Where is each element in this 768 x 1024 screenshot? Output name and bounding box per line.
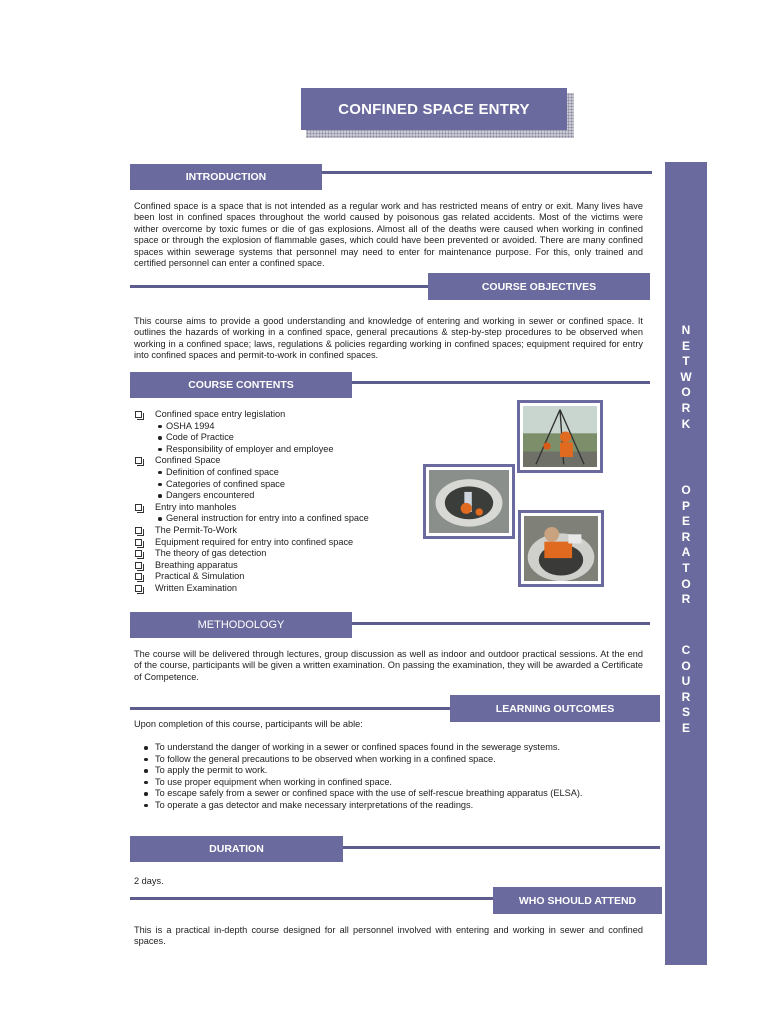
- contents-item: [134, 560, 404, 572]
- photo-tripod-rescue: [517, 400, 603, 473]
- contents-heading: COURSE CONTENTS: [130, 372, 352, 398]
- sidebar-letter: O: [681, 385, 691, 400]
- checkbox-bullet-icon: [135, 411, 142, 418]
- contents-subitem: [134, 432, 404, 444]
- outcome-item: [140, 788, 600, 800]
- contents-item-label: Practical & Simulation: [155, 571, 245, 582]
- checkbox-bullet-icon: [135, 539, 142, 546]
- contents-item-label: The theory of gas detection: [155, 548, 267, 559]
- bullet-dot-icon: [158, 436, 162, 440]
- bullet-dot-icon: [144, 804, 148, 808]
- contents-item: [134, 583, 404, 595]
- objectives-heading: COURSE OBJECTIVES: [428, 273, 650, 300]
- objectives-rule: [130, 285, 430, 288]
- outcome-item: [140, 742, 600, 754]
- bullet-dot-icon: [144, 781, 148, 785]
- contents-item-label: Breathing apparatus: [155, 559, 238, 570]
- outcome-item-label: To follow the general precautions to be observed when working in a confined space.: [155, 753, 496, 764]
- sidebar-letter: C: [681, 643, 691, 657]
- contents-subitem: [134, 421, 404, 433]
- contents-item-label: Entry into manholes: [155, 501, 237, 512]
- duration-text: 2 days.: [134, 876, 164, 886]
- sidebar-letter: A: [681, 545, 691, 560]
- bullet-dot-icon: [158, 425, 162, 429]
- bullet-dot-icon: [158, 483, 162, 487]
- outcome-item: [140, 754, 600, 766]
- sidebar-letter: O: [681, 576, 691, 591]
- outcomes-list: [140, 742, 600, 812]
- checkbox-bullet-icon: [135, 585, 142, 592]
- contents-subitem-label: Dangers encountered: [166, 490, 255, 501]
- contents-rule: [350, 381, 650, 384]
- checkbox-bullet-icon: [135, 504, 142, 511]
- bullet-dot-icon: [144, 746, 148, 750]
- contents-item-label: The Permit-To-Work: [155, 524, 238, 535]
- sidebar-letter: T: [682, 561, 690, 575]
- contents-item-label: Confined space entry legislation: [155, 409, 286, 419]
- contents-list: [134, 409, 404, 595]
- contents-item: [134, 548, 404, 560]
- attend-text: This is a practical in-depth course designed for all personnel involved with entering and working in sewer and confined spaces.: [134, 925, 643, 947]
- contents-subitem-label: OSHA 1994: [166, 420, 215, 431]
- contents-item: [134, 571, 404, 583]
- contents-subitem: [134, 490, 404, 502]
- bullet-dot-icon: [158, 448, 162, 452]
- contents-subitem-label: Code of Practice: [166, 432, 234, 443]
- outcome-item-label: To use proper equipment when working in confined space.: [155, 776, 392, 787]
- bullet-dot-icon: [144, 758, 148, 762]
- attend-heading: WHO SHOULD ATTEND: [493, 887, 662, 914]
- outcomes-heading: LEARNING OUTCOMES: [450, 695, 660, 722]
- contents-item-label: Confined Space: [155, 455, 221, 466]
- outcome-item: [140, 765, 600, 777]
- bullet-dot-icon: [158, 494, 162, 498]
- sidebar-letter: E: [681, 338, 690, 353]
- contents-item: [134, 409, 404, 421]
- contents-subitem-label: Definition of confined space: [166, 466, 279, 477]
- checkbox-bullet-icon: [135, 457, 142, 464]
- contents-item: [134, 525, 404, 537]
- sidebar-letter: T: [682, 354, 690, 369]
- checkbox-bullet-icon: [135, 562, 142, 569]
- sidebar-letter: R: [681, 689, 691, 704]
- attend-rule: [130, 897, 494, 900]
- outcome-item-label: To understand the danger of working in a sewer or confined spaces found in the sewerage systems.: [155, 742, 560, 752]
- sidebar-letter: U: [681, 674, 691, 689]
- sidebar-letter: R: [681, 529, 691, 544]
- methodology-text: The course will be delivered through lectures, group discussion as well as indoor and outdoor practical sessions. At the end of the course, participants will be given a written examination. On passing the examination, they will be awarded a Certificate of Competence.: [134, 649, 643, 682]
- sidebar-letter: E: [681, 514, 690, 529]
- bullet-dot-icon: [144, 792, 148, 796]
- contents-subitem-label: Responsibility of employer and employee: [166, 443, 334, 454]
- checkbox-bullet-icon: [135, 550, 142, 557]
- page-title: CONFINED SPACE ENTRY: [301, 88, 567, 130]
- photo-breathing-apparatus: [518, 510, 604, 587]
- sidebar-letter: O: [681, 483, 691, 497]
- contents-subitem: [134, 467, 404, 479]
- contents-item: [134, 502, 404, 514]
- contents-subitem: [134, 513, 404, 525]
- sidebar-letter: R: [681, 592, 691, 607]
- outcome-item-label: To escape safely from a sewer or confined space with the use of self-rescue breathing apparatus (ELSA).: [155, 788, 583, 799]
- objectives-text: This course aims to provide a good understanding and knowledge of entering and working in sewer or confined space. It outlines the hazards of working in a confined space, general precautions & step-by-step procedures to be observed when working in a confined space; laws, regulations & policies regarding working in confined spaces; equipment required for entry into confined spaces and permit-to-work in confined spaces.: [134, 316, 643, 361]
- outcome-item: [140, 777, 600, 789]
- duration-heading: DURATION: [130, 836, 343, 862]
- checkbox-bullet-icon: [135, 573, 142, 580]
- introduction-text: Confined space is a space that is not intended as a regular work and has restricted means of entry or exit. Many lives have been lost in confined spaces throughout the world caused by poisonous gas related accidents. Most of the victims were wither overcome by toxic fumes or die of gas explosions. Almost all of the deaths were caused when working in confined space or through the explosion of flammable gases, which could have been prevented or avoided. There are many confined spaces within sewerage systems that personnel may need to enter for maintenance purpose. For this, only trained and certified personnel can enter a confined space.: [134, 201, 643, 269]
- outcomes-rule: [130, 707, 452, 710]
- sidebar-letter: S: [681, 705, 690, 720]
- methodology-rule: [350, 622, 650, 625]
- bullet-dot-icon: [158, 517, 162, 521]
- outcomes-intro: Upon completion of this course, participants will be able:: [134, 719, 363, 729]
- contents-item-label: Written Examination: [155, 582, 238, 593]
- photo-manhole-entry: [423, 464, 515, 539]
- duration-rule: [342, 846, 660, 849]
- sidebar-letter: O: [681, 658, 691, 673]
- methodology-heading: METHODOLOGY: [130, 612, 352, 638]
- contents-item: [134, 455, 404, 467]
- contents-subitem: [134, 479, 404, 491]
- checkbox-bullet-icon: [135, 527, 142, 534]
- bullet-dot-icon: [144, 769, 148, 773]
- contents-subitem: [134, 444, 404, 456]
- sidebar-letter: E: [681, 721, 690, 735]
- sidebar-letter: P: [681, 498, 690, 513]
- sidebar-letter: K: [681, 416, 691, 431]
- contents-item: [134, 537, 404, 549]
- sidebar-letter: N: [681, 323, 691, 337]
- contents-subitem-label: Categories of confined space: [166, 478, 286, 489]
- introduction-rule: [320, 171, 652, 174]
- contents-item-label: Equipment required for entry into confined space: [155, 536, 354, 547]
- outcome-item-label: To apply the permit to work.: [155, 765, 268, 776]
- introduction-heading: INTRODUCTION: [130, 164, 322, 190]
- sidebar-letter: R: [681, 401, 691, 415]
- sidebar-banner: [665, 162, 707, 965]
- contents-subitem-label: General instruction for entry into a confined space: [166, 513, 369, 524]
- sidebar-letter: W: [680, 369, 692, 384]
- bullet-dot-icon: [158, 471, 162, 475]
- outcome-item: [140, 800, 600, 812]
- outcome-item-label: To operate a gas detector and make necessary interpretations of the readings.: [155, 799, 474, 810]
